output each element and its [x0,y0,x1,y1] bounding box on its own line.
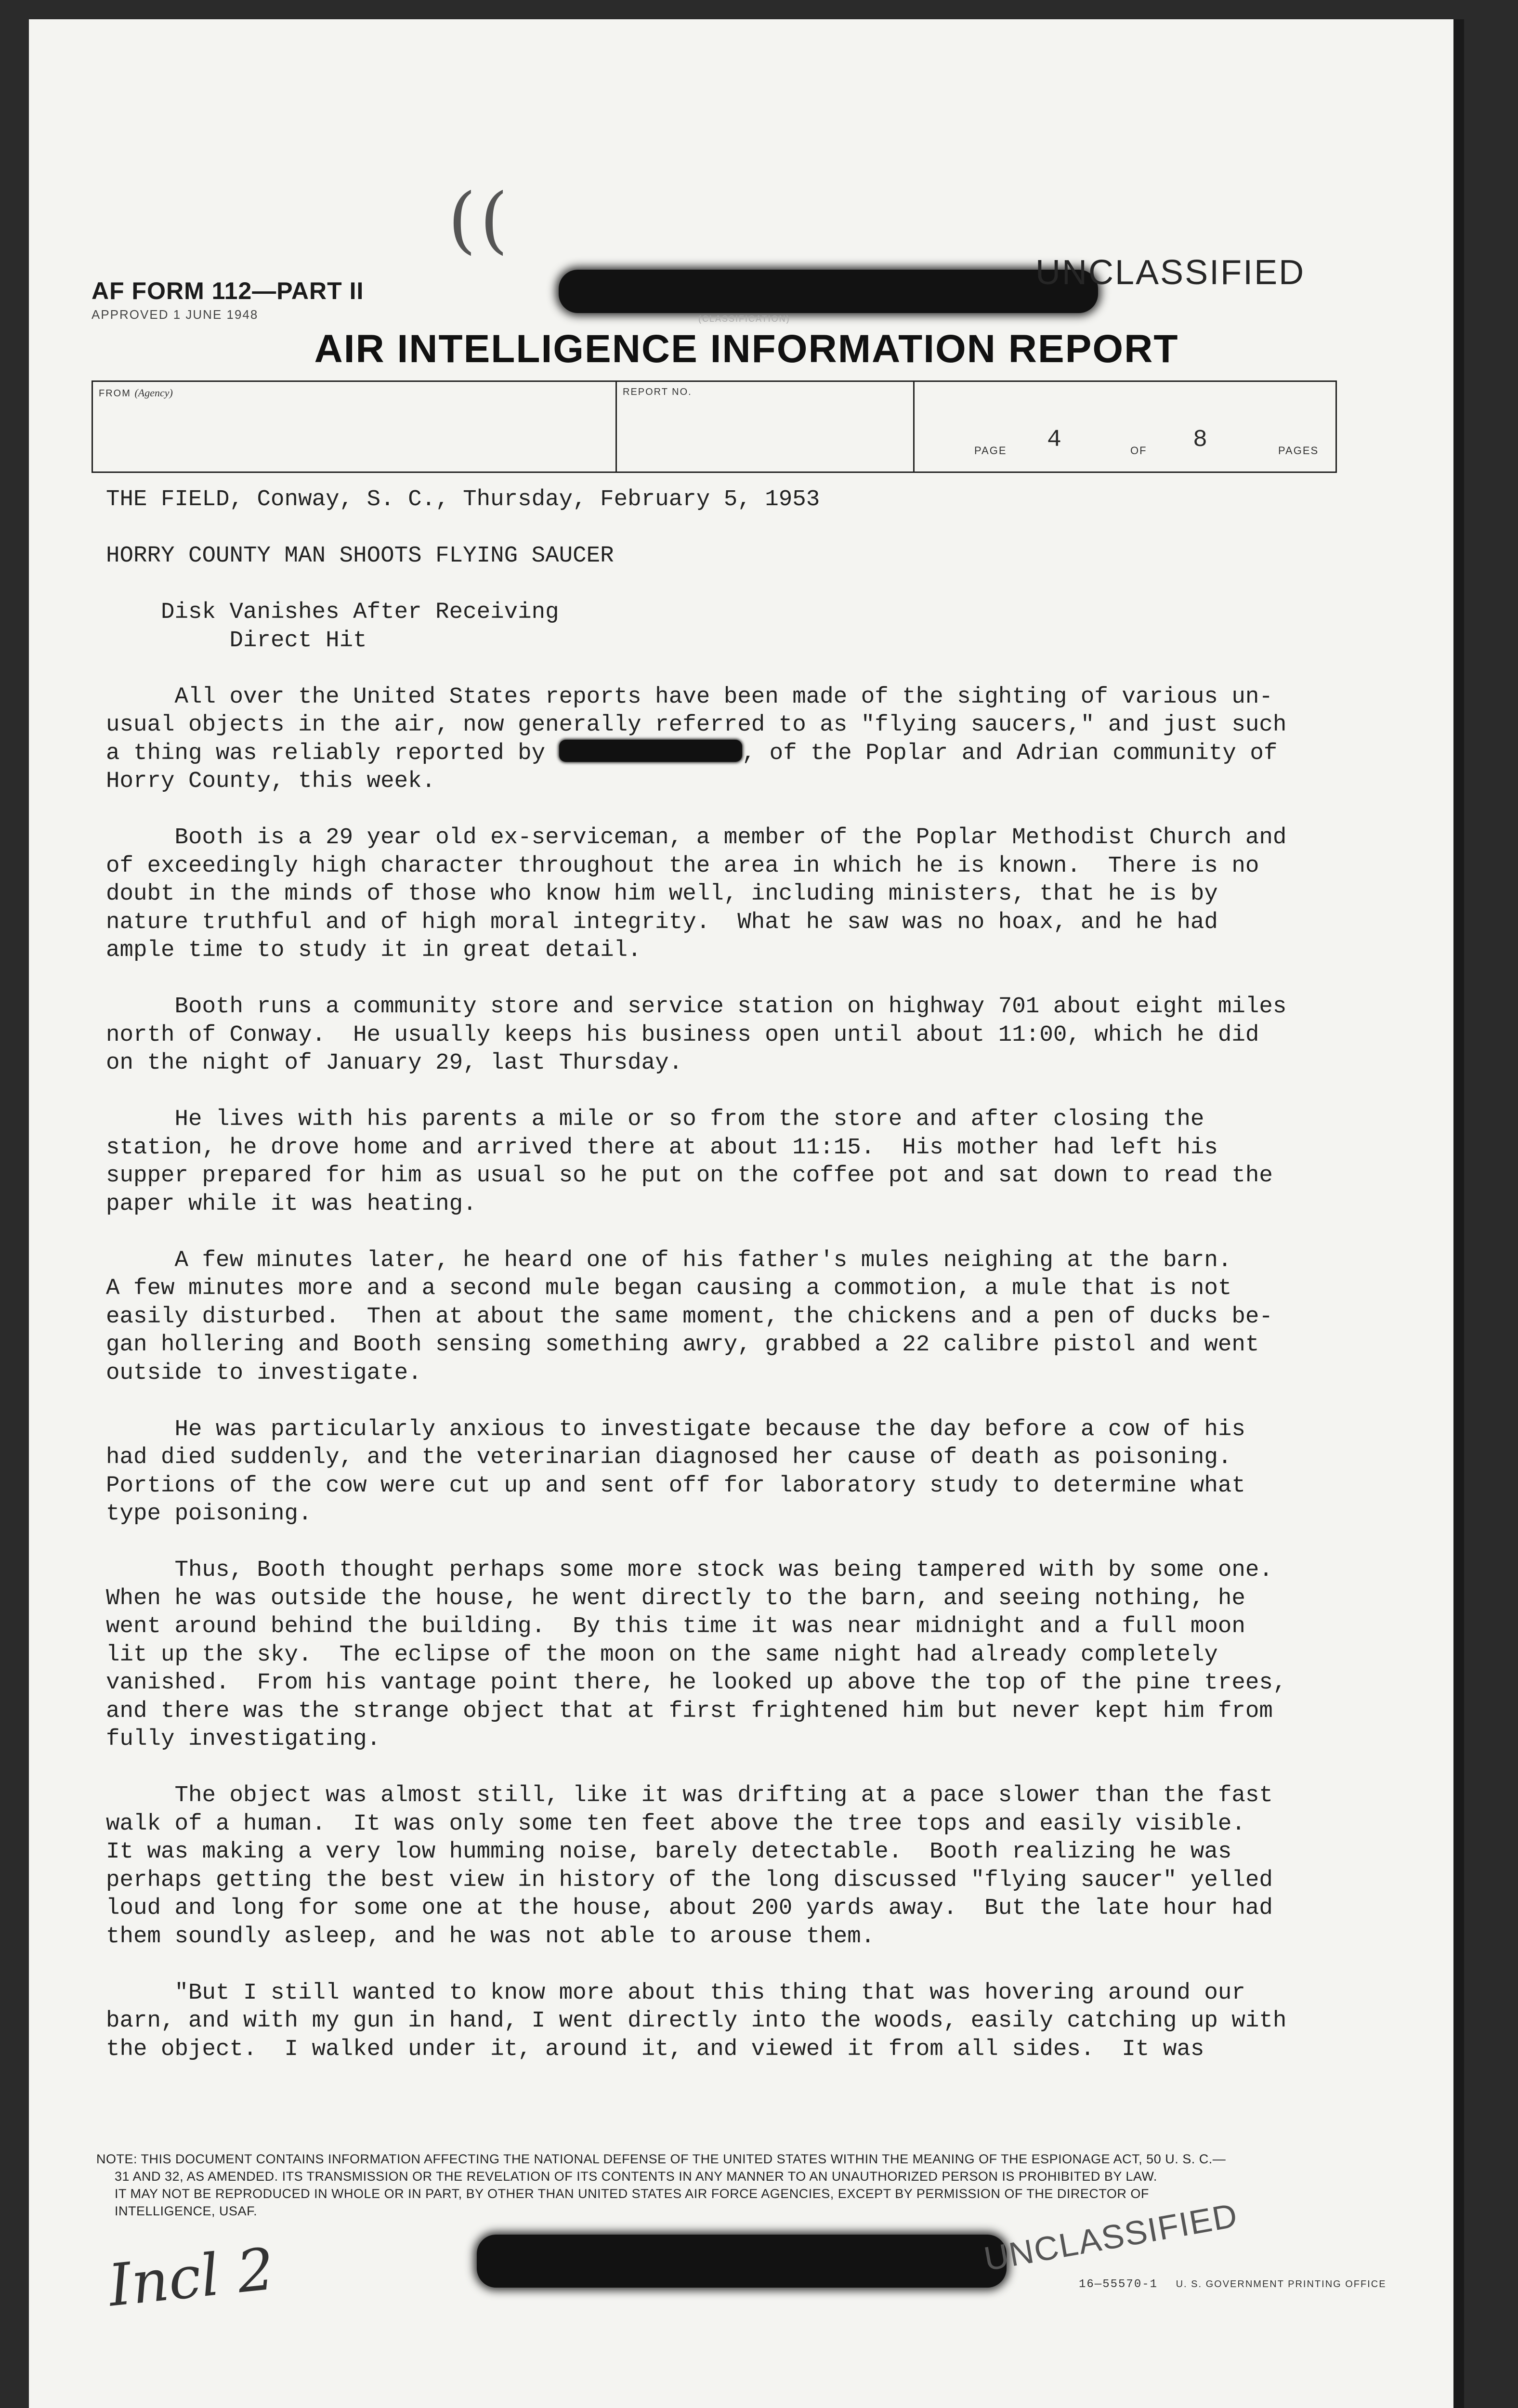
printing-office-line [1079,2278,1387,2291]
body-line: had died suddenly, and the veterinarian diagnosed her cause of death as poisoning. [106,1444,1232,1470]
body-line: lit up the sky. The eclipse of the moon on the same night had already completely [106,1641,1218,1668]
of-label: OF [1130,445,1147,457]
body-line: a thing was reliably reported by , of the Poplar and Adrian community of [106,740,1278,766]
body-line [106,1528,1358,1557]
body-line: walk of a human. It was only some ten feet above the tree tops and easily visible. [106,1810,1245,1837]
note-line: 31 AND 32, AS AMENDED. ITS TRANSMISSION OR THE REVELATION OF ITS CONTENTS IN ANY MANNER TO AN UNAUTHORIZED PERSON IS PROHIBITED BY LAW. [115,2169,1157,2184]
body-line: paper while it was heating. [106,1191,477,1217]
body-line [106,796,1358,824]
body-line: When he was outside the house, he went directly to the barn, and seeing nothing, he [106,1585,1245,1611]
body-line: type poisoning. [106,1501,312,1527]
body-line: barn, and with my gun in hand, I went directly into the woods, easily catching up with [106,2008,1287,2034]
from-cell [93,382,617,471]
body-line [106,570,1358,599]
scan-edge [1453,19,1464,2408]
body-line [106,514,1358,542]
body-line [106,1387,1358,1415]
body-line [106,1950,1358,1979]
note-line: INTELLIGENCE, USAF. [115,2204,258,2218]
body-line: "But I still wanted to know more about this thing that was hovering around our [106,1979,1245,2006]
body-line: The object was almost still, like it was drifting at a pace slower than the fast [106,1782,1273,1808]
note-line: IT MAY NOT BE REPRODUCED IN WHOLE OR IN PART, BY OTHER THAN UNITED STATES AIR FORCE AGENCIES, EXCEPT BY PERMISSION OF THE DIRECTOR OF [115,2186,1149,2201]
page-count-cell [915,382,1335,471]
report-body-text [106,485,1358,2063]
pages-label: PAGES [1278,445,1319,457]
body-line: supper prepared for him as usual so he put on the coffee pot and sat down to read the [106,1163,1273,1189]
body-line: loud and long for some one at the house, about 200 yards away. But the late hour had [106,1895,1273,1921]
body-line: station, he drove home and arrived there at about 11:15. His mother had left his [106,1134,1218,1161]
classification-redaction [559,270,1098,313]
body-line: Direct Hit [106,627,367,654]
body-line: the object. I walked under it, around it, and viewed it from all sides. It was [106,2036,1204,2062]
redacted-name [559,740,742,762]
body-line [106,965,1358,993]
document-page [29,19,1464,2408]
body-line [106,1754,1358,1782]
body-line: Portions of the cow were cut up and sent off for laboratory study to determine what [106,1472,1245,1499]
body-line: A few minutes more and a second mule began causing a commotion, a mule that is not [106,1275,1232,1301]
body-line: gan hollering and Booth sensing something awry, grabbed a 22 calibre pistol and went [106,1332,1259,1358]
page-number: 4 [1047,426,1062,454]
body-line: easily disturbed. Then at about the same moment, the chickens and a pen of ducks be- [106,1303,1273,1330]
body-line: north of Conway. He usually keeps his business open until about 11:00, which he did [106,1021,1259,1048]
report-no-label: REPORT NO. [623,387,692,397]
unclassified-stamp-bottom: UNCLASSIFIED [981,2196,1241,2278]
body-line: doubt in the minds of those who know him well, including ministers, that he is by [106,881,1218,907]
body-line: It was making a very low humming noise, barely detectable. Booth realizing he was [106,1839,1232,1865]
handwritten-inclosure-note: Incl 2 [105,2236,278,2320]
body-line: outside to investigate. [106,1360,422,1386]
body-line: All over the United States reports have been made of the sighting of various un- [106,683,1273,710]
body-line: He lives with his parents a mile or so from the store and after closing the [106,1106,1204,1132]
body-line: nature truthful and of high moral integrity. What he saw was no hoax, and he had [106,909,1218,935]
body-line: them soundly asleep, and he was not able to arouse them. [106,1923,875,1950]
body-line [106,654,1358,683]
report-title: AIR INTELLIGENCE INFORMATION REPORT [314,327,1179,371]
body-line: of exceedingly high character throughout the area in which he is known. There is no [106,852,1259,879]
printer-code: 16—55570-1 [1079,2278,1158,2291]
body-line: HORRY COUNTY MAN SHOOTS FLYING SAUCER [106,543,614,569]
body-line: Thus, Booth thought perhaps some more stock was being tampered with by some one. [106,1557,1273,1583]
from-label: FROM (Agency) [99,387,173,399]
form-number: AF FORM 112—PART II [92,277,364,304]
body-line: on the night of January 29, last Thursday. [106,1050,683,1076]
scan-smudge: ( ( [448,178,498,262]
body-line: and there was the strange object that at first frightened him but never kept him from [106,1698,1273,1724]
note-line: NOTE: THIS DOCUMENT CONTAINS INFORMATION AFFECTING THE NATIONAL DEFENSE OF THE UNITED STATES WITHIN THE MEANING OF THE ESPIONAGE ACT, 50 U. S. C.— [96,2152,1226,2166]
body-line: THE FIELD, Conway, S. C., Thursday, February 5, 1953 [106,486,820,512]
report-header-box [92,380,1337,473]
report-no-cell [617,382,915,471]
body-line: went around behind the building. By this time it was near midnight and a full moon [106,1613,1245,1639]
body-line: He was particularly anxious to investigate because the day before a cow of his [106,1416,1245,1442]
body-line: perhaps getting the best view in history of the long discussed "flying saucer" yelled [106,1867,1273,1893]
body-line: Booth runs a community store and service station on highway 701 about eight miles [106,994,1287,1020]
body-line [106,1218,1358,1246]
body-line: usual objects in the air, now generally referred to as "flying saucers," and just such [106,712,1287,738]
total-pages: 8 [1193,426,1208,454]
body-line: Disk Vanishes After Receiving [106,599,559,625]
body-line [106,1077,1358,1106]
unclassified-stamp-top: UNCLASSIFIED [1035,253,1306,292]
body-line: ample time to study it in great detail. [106,937,641,963]
printer-name: U. S. GOVERNMENT PRINTING OFFICE [1176,2279,1387,2290]
body-line: Booth is a 29 year old ex-serviceman, a member of the Poplar Methodist Church and [106,824,1287,851]
classification-label: (CLASSIFICATION) [698,314,790,324]
form-approved-date: APPROVED 1 JUNE 1948 [92,307,259,322]
page-label: PAGE [974,445,1007,457]
bottom-classification-redaction [477,2235,1007,2288]
body-line: fully investigating. [106,1726,381,1752]
body-line: vanished. From his vantage point there, he looked up above the top of the pine trees, [106,1670,1287,1696]
body-line: Horry County, this week. [106,768,436,794]
body-line: A few minutes later, he heard one of his father's mules neighing at the barn. [106,1247,1232,1273]
